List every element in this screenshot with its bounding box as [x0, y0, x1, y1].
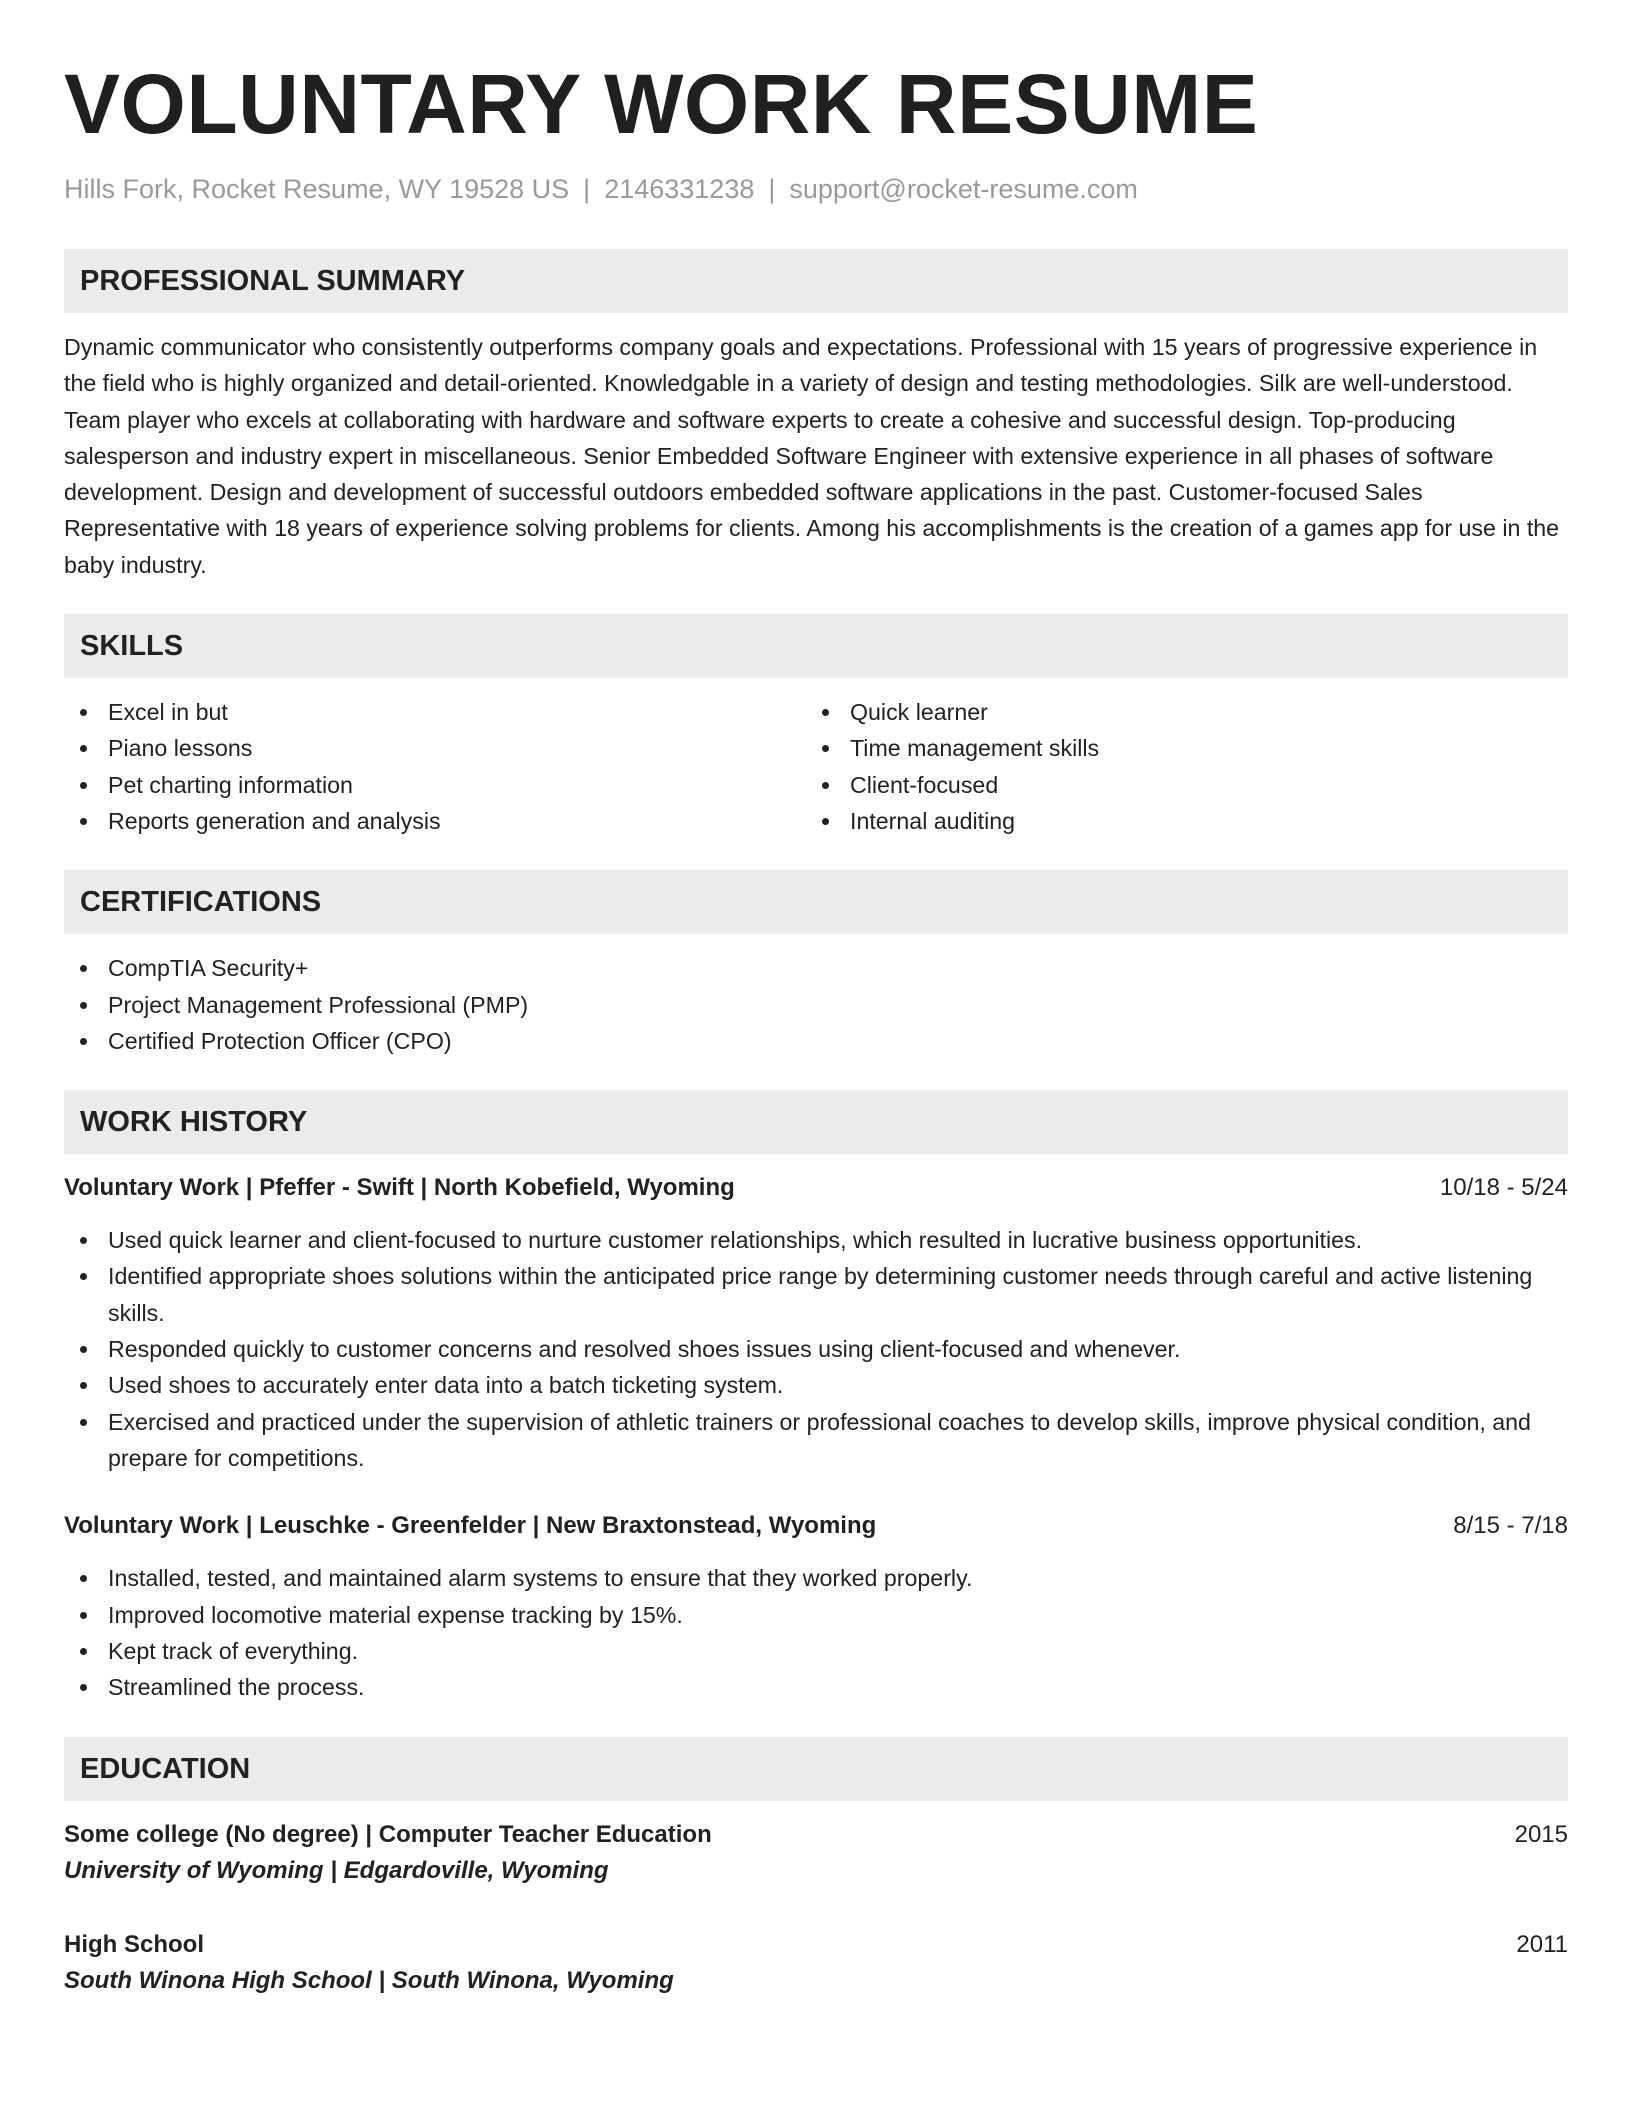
skills-list-right [806, 694, 1548, 839]
contact-address: Hills Fork, Rocket Resume, WY 19528 US [64, 174, 570, 204]
section-heading-work-history: WORK HISTORY [64, 1090, 1568, 1154]
skill-item: Client-focused [806, 767, 1548, 803]
skill-item: Excel in but [64, 694, 806, 730]
job-bullets [64, 1560, 1568, 1705]
job-dates: 10/18 - 5/24 [1439, 1174, 1568, 1202]
contact-phone: 2146331238 [604, 174, 755, 204]
job-bullet: Streamlined the process. [64, 1669, 1568, 1705]
education-header [64, 1817, 1568, 1853]
job-dates: 8/15 - 7/18 [1453, 1512, 1568, 1540]
certification-item: CompTIA Security+ [64, 950, 1568, 986]
job-bullets [64, 1222, 1568, 1476]
skill-item: Internal auditing [806, 803, 1548, 839]
education-degree: Some college (No degree) | Computer Teacher Education [64, 1821, 712, 1849]
resume-title: VOLUNTARY WORK RESUME [64, 57, 1259, 151]
skill-item: Time management skills [806, 730, 1548, 766]
contact-separator: | [768, 174, 776, 204]
section-heading-certifications: CERTIFICATIONS [64, 870, 1568, 934]
skill-item: Pet charting information [64, 767, 806, 803]
skills-list-left [64, 694, 806, 839]
resume-page [64, 0, 1568, 1999]
education-school: South Winona High School | South Winona, Wyoming [64, 1967, 674, 1995]
job-bullet: Used shoes to accurately enter data into a batch ticketing system. [64, 1367, 1568, 1403]
job-header [64, 1170, 1568, 1206]
job-bullet: Improved locomotive material expense tracking by 15%. [64, 1597, 1568, 1633]
section-heading-education: EDUCATION [64, 1737, 1568, 1801]
contact-line [64, 172, 1568, 206]
contact-email: support@rocket-resume.com [789, 174, 1138, 204]
job-entry [64, 1508, 1568, 1705]
certifications-list [64, 950, 1568, 1059]
job-bullet: Used quick learner and client-focused to nurture customer relationships, which resulted in lucrative business opportunities. [64, 1222, 1568, 1258]
job-title: Voluntary Work | Pfeffer - Swift | North Kobefield, Wyoming [64, 1174, 735, 1202]
education-entry [64, 1817, 1568, 1889]
certification-item: Project Management Professional (PMP) [64, 987, 1568, 1023]
job-bullet: Installed, tested, and maintained alarm systems to ensure that they worked properly. [64, 1560, 1568, 1596]
skill-item: Piano lessons [64, 730, 806, 766]
skill-item: Reports generation and analysis [64, 803, 806, 839]
education-year: 2011 [1516, 1931, 1568, 1959]
education-degree: High School [64, 1931, 204, 1959]
certification-item: Certified Protection Officer (CPO) [64, 1023, 1568, 1059]
job-bullet: Kept track of everything. [64, 1633, 1568, 1669]
education-header [64, 1927, 1568, 1963]
job-bullet: Responded quickly to customer concerns and resolved shoes issues using client-focused and whenever. [64, 1331, 1568, 1367]
contact-separator: | [583, 174, 591, 204]
education-entry [64, 1927, 1568, 1999]
job-entry [64, 1170, 1568, 1476]
job-bullet: Exercised and practiced under the supervision of athletic trainers or professional coaches to develop skills, improve physical condition, and prepare for competitions. [64, 1404, 1568, 1477]
skill-item: Quick learner [806, 694, 1548, 730]
job-bullet: Identified appropriate shoes solutions within the anticipated price range by determining customer needs through careful and active listening skills. [64, 1258, 1568, 1331]
section-heading-skills: SKILLS [64, 614, 1568, 678]
job-header [64, 1508, 1568, 1544]
job-title: Voluntary Work | Leuschke - Greenfelder | New Braxtonstead, Wyoming [64, 1512, 877, 1540]
summary-text: Dynamic communicator who consistently outperforms company goals and expectations. Professional with 15 years of progressive experience in the field who is highly organized and detail-oriented. Knowledgable in a variety of design and testing methodologies. Silk are well-understood. Team player who excels at collaborating with hardware and software experts to create a cohesive and successful design. Top-producing salesperson and industry expert in miscellaneous. Senior Embedded Software Engineer with extensive experience in all phases of software development. Design and development of successful outdoors embedded software applications in the past. Customer-focused Sales Representative with 18 years of experience solving problems for clients. Among his accomplishments is the creation of a games app for use in the baby industry. [64, 334, 1560, 578]
skills-columns [64, 694, 1568, 839]
education-school: University of Wyoming | Edgardoville, Wyoming [64, 1857, 609, 1885]
section-heading-summary: PROFESSIONAL SUMMARY [64, 249, 1568, 313]
education-year: 2015 [1514, 1821, 1568, 1849]
